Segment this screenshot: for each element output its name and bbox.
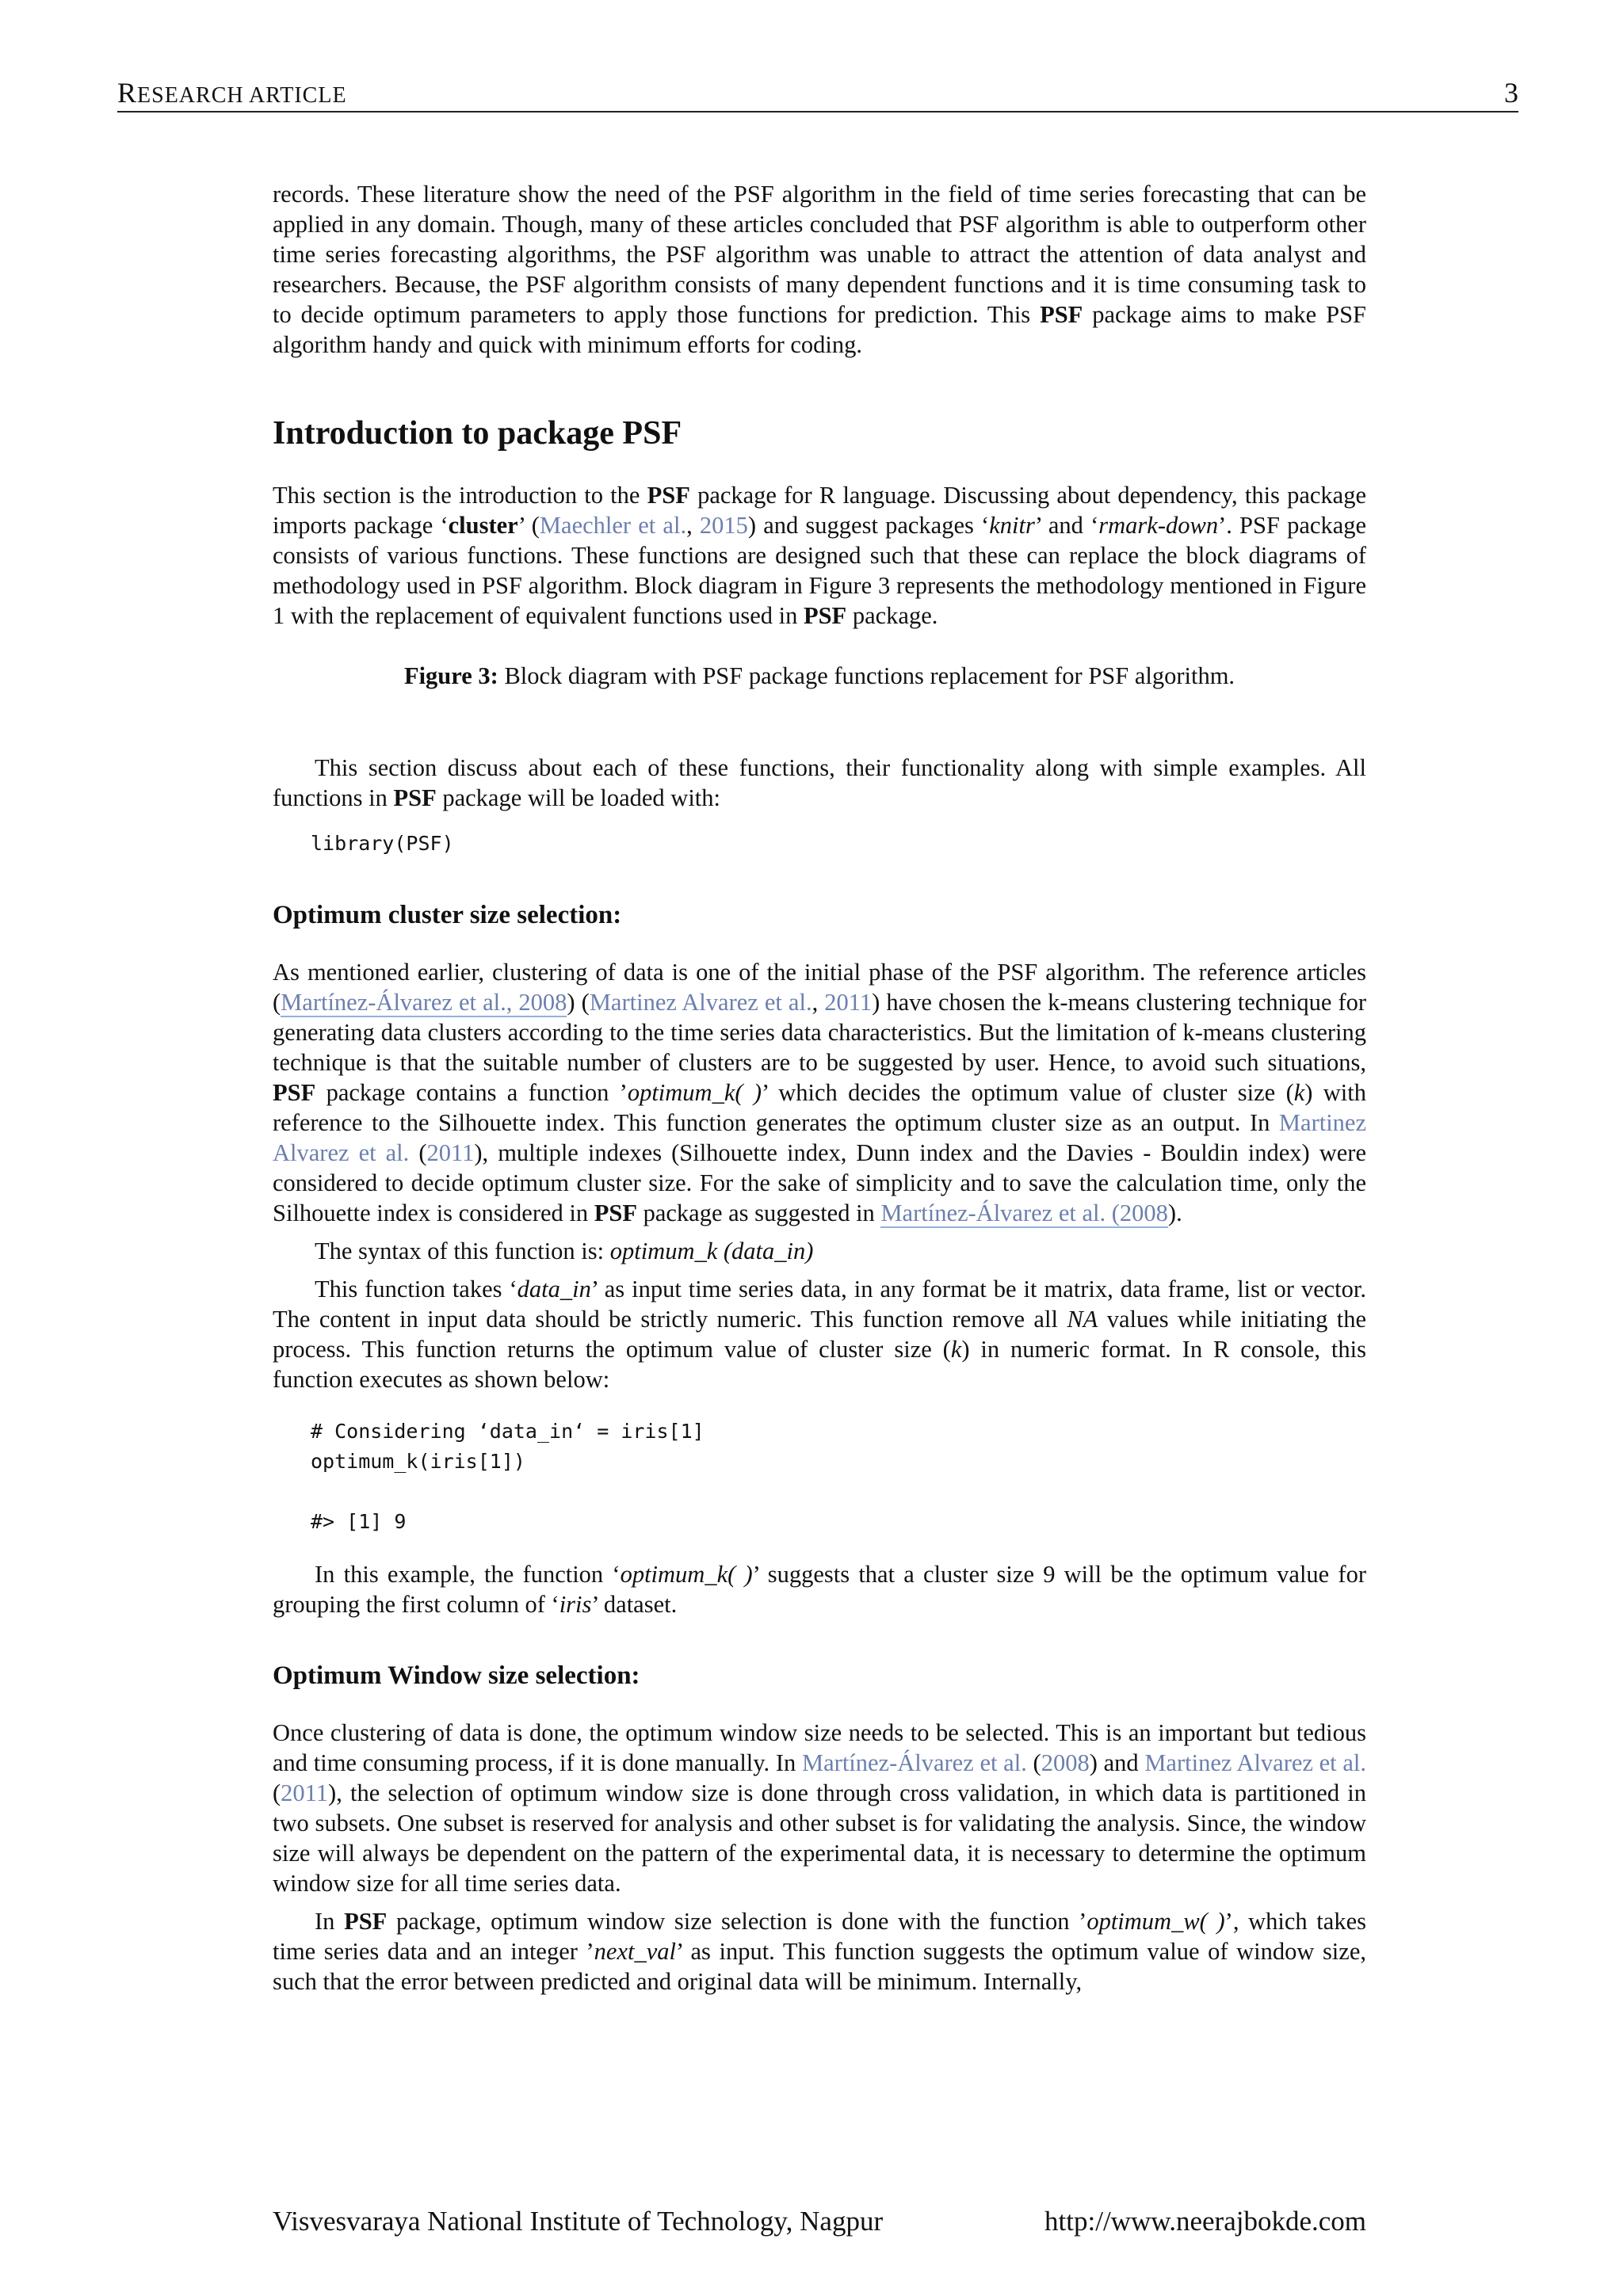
text: ) in numeric format. In R console, this function executes as shown below:: [273, 1336, 1367, 1393]
function-name: optimum_k( ): [627, 1079, 762, 1106]
package-name: PSF: [647, 482, 690, 509]
citation-year-link[interactable]: 2011: [281, 1779, 329, 1806]
citation-link[interactable]: Martínez-Álvarez et al.: [802, 1749, 1027, 1776]
text: As mentioned earlier, clustering of data is one of the initial phase of the PSF algorithm. The reference articles (: [273, 959, 1366, 1016]
section1-paragraph-1: [273, 480, 1366, 631]
code-block-optimum-k: [273, 1417, 1366, 1537]
text: This section discuss about each of these functions, their functionality along with simple examples. All functions in: [273, 754, 1366, 811]
text: ) have chosen the k-means clustering technique for generating data clusters according to the time series data characteristics. But the limitation of k-means clustering technique is that the suitable number of clusters are to be suggested by user. Hence, to avoid such situations,: [273, 989, 1367, 1076]
citation-link[interactable]: Martinez Alvarez et al.: [589, 989, 812, 1016]
section3-paragraph-1: [273, 1718, 1366, 1898]
section-heading-introduction: Introduction to package PSF: [273, 415, 682, 452]
text: (: [1026, 1749, 1041, 1776]
text: In this example, the function ‘: [315, 1561, 621, 1588]
text: ) (: [567, 989, 590, 1016]
code-block-library: library(PSF): [311, 832, 454, 855]
text: ’ as input time series data, in any format be it matrix, data frame, list or vector. The content in input data should be strictly numeric. This function remove all: [273, 1276, 1366, 1333]
citation-link[interactable]: Martínez-Álvarez et al.: [281, 989, 506, 1016]
function-name: optimum_w( ): [1086, 1908, 1225, 1935]
section2-paragraph-1: [273, 957, 1366, 1228]
citation-year-link[interactable]: 2008: [1041, 1749, 1090, 1776]
text: package for R language. Discussing about dependency, this package imports package ‘: [273, 482, 1366, 539]
section-heading-window-size: Optimum Window size selection:: [273, 1661, 640, 1690]
section2-paragraph-3: [273, 1559, 1366, 1619]
variable: k: [1293, 1079, 1305, 1106]
intro-paragraph: [273, 179, 1366, 360]
package-name: PSF: [344, 1908, 388, 1935]
text: ,: [686, 512, 700, 539]
text: ), multiple indexes (Silhouette index, Dunn index and the Davies - Bouldin index) were considered to decide optimum cluster size. For the sake of simplicity and to save the calculation time, only the Silhouette index is considered in: [273, 1139, 1366, 1226]
citation-year-link[interactable]: 2008: [1119, 1199, 1168, 1226]
variable: data_in: [517, 1276, 591, 1302]
citation-link[interactable]: Martinez Alvarez et al.: [1144, 1749, 1366, 1776]
code-line: optimum_k(iris[1]): [311, 1450, 525, 1473]
dataset-name: iris: [559, 1591, 592, 1618]
figure-caption: [273, 661, 1366, 691]
function-syntax: optimum_k (data_in): [609, 1238, 814, 1264]
text: ’, which takes time series data and an integer ’: [273, 1908, 1366, 1965]
citation-link[interactable]: Maechler et al.: [539, 512, 687, 539]
running-head-title: [117, 76, 347, 109]
figure-label: Figure 3:: [403, 662, 498, 689]
text: ) and: [1089, 1749, 1145, 1776]
function-name: optimum_k( ): [620, 1561, 753, 1588]
section1-paragraph-2: [273, 753, 1366, 813]
text: package.: [846, 602, 938, 629]
figure-caption-text: Block diagram with PSF package functions replacement for PSF algorithm.: [498, 662, 1235, 689]
package-name: knitr: [989, 512, 1035, 539]
text: ,: [506, 989, 519, 1016]
text: package aims to make PSF algorithm handy and quick with minimum efforts for coding.: [273, 301, 1366, 358]
text: In: [315, 1908, 345, 1935]
footer-url-link[interactable]: http://www.neerajbokde.com: [1044, 2206, 1366, 2237]
package-name: cluster: [448, 512, 518, 539]
package-name: PSF: [1040, 301, 1083, 328]
variable: k: [950, 1336, 962, 1363]
section3-paragraph-2: [273, 1906, 1366, 1997]
text: This section is the introduction to the: [273, 482, 647, 509]
text: ) with reference to the Silhouette index. This function generates the optimum cluster size as an output. In: [273, 1079, 1367, 1136]
citation-year-link[interactable]: 2008: [518, 989, 567, 1016]
package-name: PSF: [594, 1199, 637, 1226]
citation-link[interactable]: Martinez Alvarez et al.: [273, 1109, 1366, 1166]
code-line: # Considering ‘data_in‘ = iris[1]: [311, 1420, 705, 1443]
text: ’ which decides the optimum value of cluster size (: [762, 1079, 1294, 1106]
code-line: #> [1] 9: [311, 1510, 407, 1533]
text: package as suggested in: [636, 1199, 881, 1226]
text: package, optimum window size selection is done with the function ’: [387, 1908, 1087, 1935]
text: ).: [1167, 1199, 1182, 1226]
text: (: [409, 1139, 427, 1166]
citation-year-link[interactable]: 2011: [824, 989, 873, 1016]
text: ,: [812, 989, 825, 1016]
footer-institution: Visvesvaraya National Institute of Technology, Nagpur: [273, 2206, 884, 2237]
text: ’. PSF package consists of various functions. These functions are designed such that these can replace the block diagrams of methodology used in PSF algorithm. Block diagram in Figure 3 represents the methodology mentioned in Figure 1 with the replacement of equivalent functions used in: [273, 512, 1367, 629]
text: package will be loaded with:: [436, 784, 720, 811]
text: ’ suggests that a cluster size 9 will be the optimum value for grouping the first column of ‘: [273, 1561, 1367, 1618]
text: ), the selection of optimum window size is done through cross validation, in which data is partitioned in two subsets. One subset is reserved for analysis and other subset is for validating the analysis. Since, the window size will always be dependent on the pattern of the experimental data, it is necessary to determine the optimum window size for all time series data.: [273, 1779, 1366, 1897]
running-head-title-initial: R: [117, 77, 138, 109]
citation-link[interactable]: Martínez-Álvarez et al.: [880, 1199, 1106, 1226]
article-body: [273, 179, 1366, 1997]
section2-paragraph-2: [273, 1274, 1366, 1394]
text: (: [273, 1779, 281, 1806]
running-head: [117, 73, 1518, 113]
text: ’ dataset.: [591, 1591, 678, 1618]
text: ’ (: [517, 512, 540, 539]
section-heading-cluster-size: Optimum cluster size selection:: [273, 901, 622, 929]
syntax-line: [273, 1236, 1366, 1266]
variable: next_val: [594, 1938, 676, 1965]
text: (: [1106, 1199, 1120, 1226]
text: records. These literature show the need of the PSF algorithm in the field of time series forecasting that can be applied in any domain. Though, many of these articles concluded that PSF algorithm is able to outperform other time series forecasting algorithms, the PSF algorithm was unable to attract the attention of data analyst and researchers. Because, the PSF algorithm consists of many dependent functions and it is time consuming task to to decide optimum parameters to apply those functions for prediction. This: [273, 181, 1366, 328]
text: ) and suggest packages ‘: [747, 512, 990, 539]
package-name: PSF: [393, 784, 437, 811]
variable: NA: [1067, 1306, 1098, 1333]
text: ’ as input. This function suggests the optimum value of window size, such that the error between predicted and original data will be minimum. Internally,: [273, 1938, 1366, 1995]
text: ’ and ‘: [1034, 512, 1099, 539]
package-name: rmark-down: [1098, 512, 1219, 539]
citation-year-link[interactable]: 2015: [699, 512, 748, 539]
text: values while initiating the process. This function returns the optimum value of cluster size (: [273, 1306, 1367, 1363]
citation-year-link[interactable]: 2011: [426, 1139, 475, 1166]
running-head-title-rest: ESEARCH ARTICLE: [137, 83, 347, 108]
page-number: 3: [1504, 77, 1518, 109]
text: Once clustering of data is done, the optimum window size needs to be selected. This is an important but tedious and time consuming process, if it is done manually. In: [273, 1719, 1366, 1776]
text: package contains a function ’: [315, 1079, 628, 1106]
text: The syntax of this function is:: [315, 1238, 610, 1264]
text: This function takes ‘: [315, 1276, 517, 1302]
package-name: PSF: [803, 602, 847, 629]
package-name: PSF: [273, 1079, 316, 1106]
